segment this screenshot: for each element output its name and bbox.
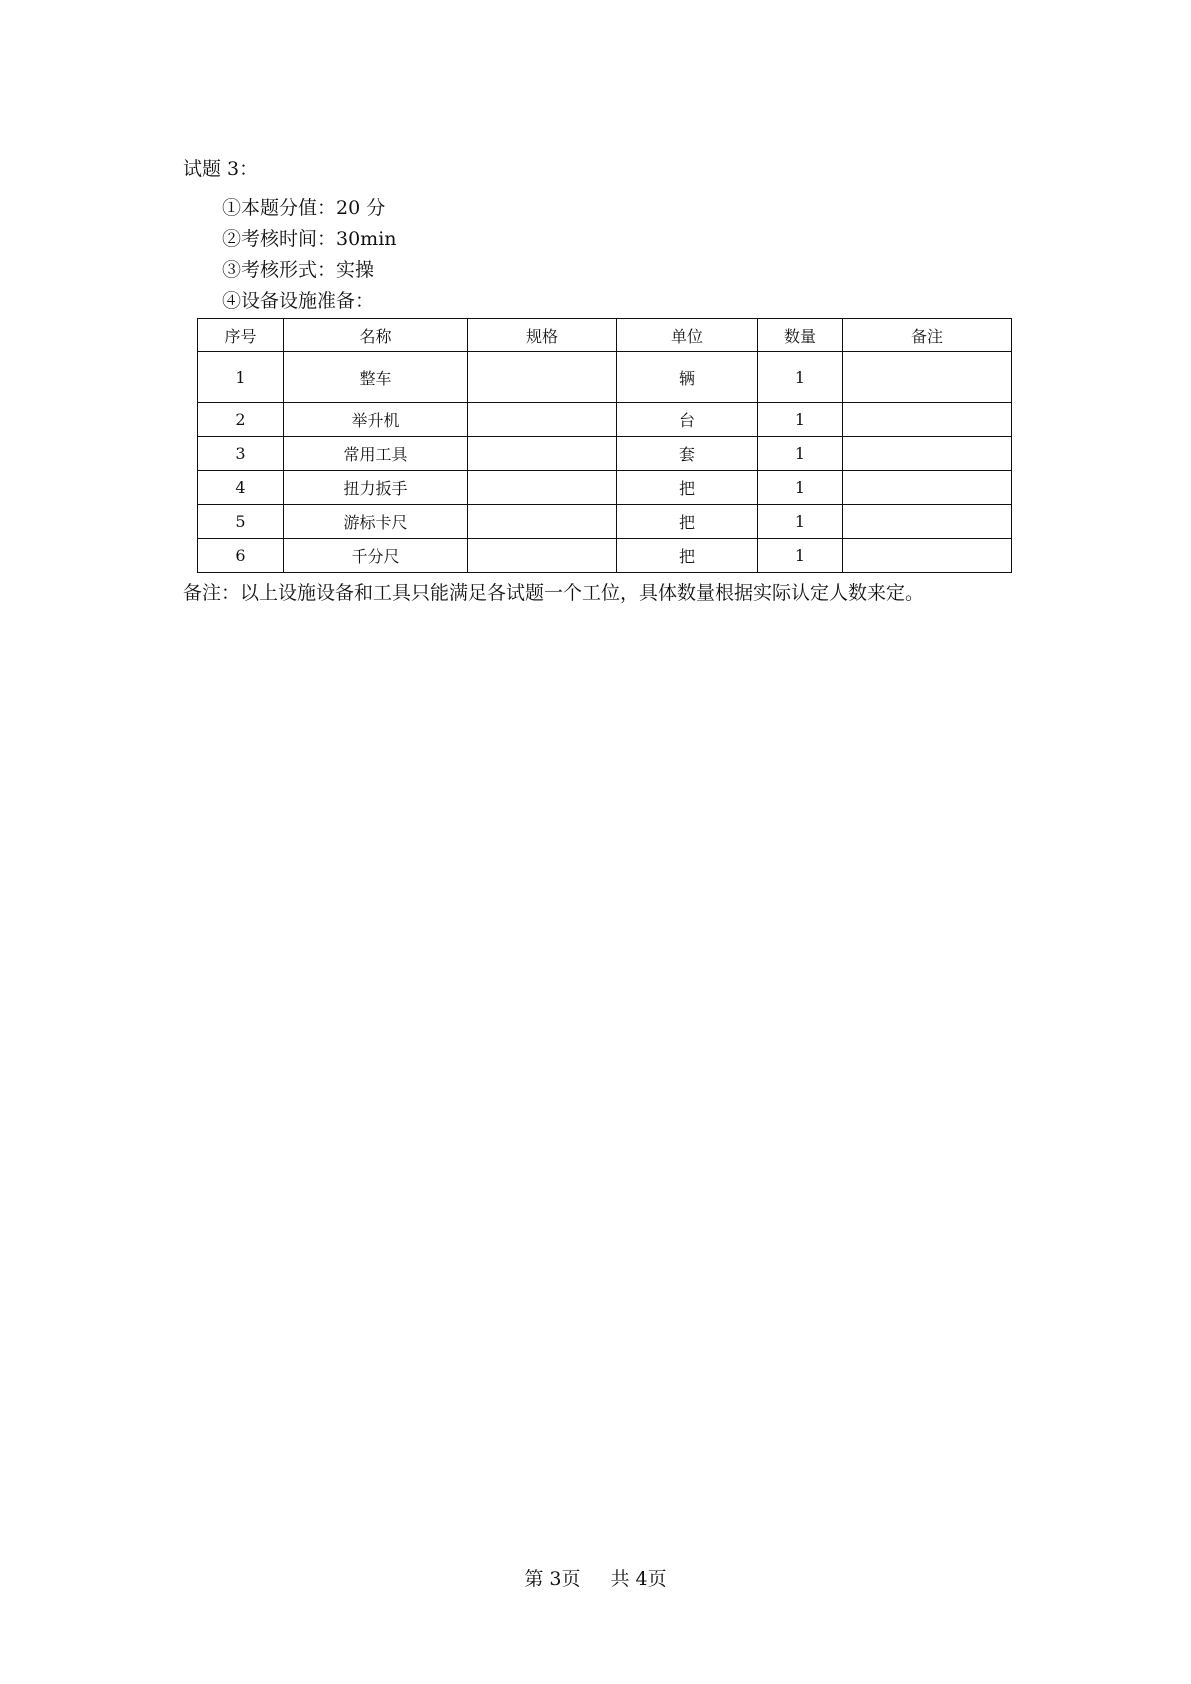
table-cell: 扭力扳手 (284, 471, 468, 505)
table-cell (843, 539, 1012, 573)
table-cell: 1 (758, 539, 843, 573)
table-header-cell: 单位 (617, 319, 758, 352)
table-header-cell: 数量 (758, 319, 843, 352)
page-total: 共 4页 (610, 1568, 667, 1590)
table-cell (843, 403, 1012, 437)
table-row (198, 505, 1012, 539)
table-header-cell: 备注 (843, 319, 1012, 352)
table-cell (468, 403, 617, 437)
format-item: ③考核形式：实操 (222, 259, 375, 281)
table-cell: 游标卡尺 (284, 505, 468, 539)
table-cell (468, 505, 617, 539)
table-cell (468, 471, 617, 505)
table-row (198, 539, 1012, 573)
table-header-cell: 名称 (284, 319, 468, 352)
table-row (198, 352, 1012, 403)
table-cell: 把 (617, 539, 758, 573)
table-cell: 4 (198, 471, 284, 505)
table-cell: 3 (198, 437, 284, 471)
table-cell: 套 (617, 437, 758, 471)
table-cell: 1 (758, 437, 843, 471)
table-cell (843, 505, 1012, 539)
table-header-cell: 序号 (198, 319, 284, 352)
equipment-item: ④设备设施准备： (222, 290, 375, 312)
time-item: ②考核时间：30min (222, 228, 397, 250)
table-cell (843, 437, 1012, 471)
table-cell: 1 (758, 471, 843, 505)
table-cell: 千分尺 (284, 539, 468, 573)
table-row (198, 471, 1012, 505)
table-cell (468, 437, 617, 471)
score-item: ①本题分值：20 分 (222, 197, 386, 219)
table-cell (843, 352, 1012, 403)
table-cell: 把 (617, 505, 758, 539)
table-cell: 台 (617, 403, 758, 437)
page-number: 第 3页 (524, 1568, 581, 1590)
table-header-cell: 规格 (468, 319, 617, 352)
table-cell: 把 (617, 471, 758, 505)
table-cell: 辆 (617, 352, 758, 403)
table-cell (468, 539, 617, 573)
table-cell: 1 (758, 505, 843, 539)
table-cell: 整车 (284, 352, 468, 403)
table-cell (468, 352, 617, 403)
table-row (198, 437, 1012, 471)
remark-note: 备注：以上设施设备和工具只能满足各试题一个工位，具体数量根据实际认定人数来定。 (183, 582, 925, 604)
table-cell: 5 (198, 505, 284, 539)
table-cell: 举升机 (284, 403, 468, 437)
table-cell: 1 (198, 352, 284, 403)
table-cell: 6 (198, 539, 284, 573)
table-cell: 2 (198, 403, 284, 437)
page-footer (0, 1566, 1191, 1592)
equipment-table (197, 318, 1012, 573)
table-header-row (198, 319, 1012, 352)
table-row (198, 403, 1012, 437)
table-cell: 1 (758, 352, 843, 403)
table-cell: 1 (758, 403, 843, 437)
question-title: 试题 3： (183, 158, 259, 180)
table-cell: 常用工具 (284, 437, 468, 471)
table-cell (843, 471, 1012, 505)
